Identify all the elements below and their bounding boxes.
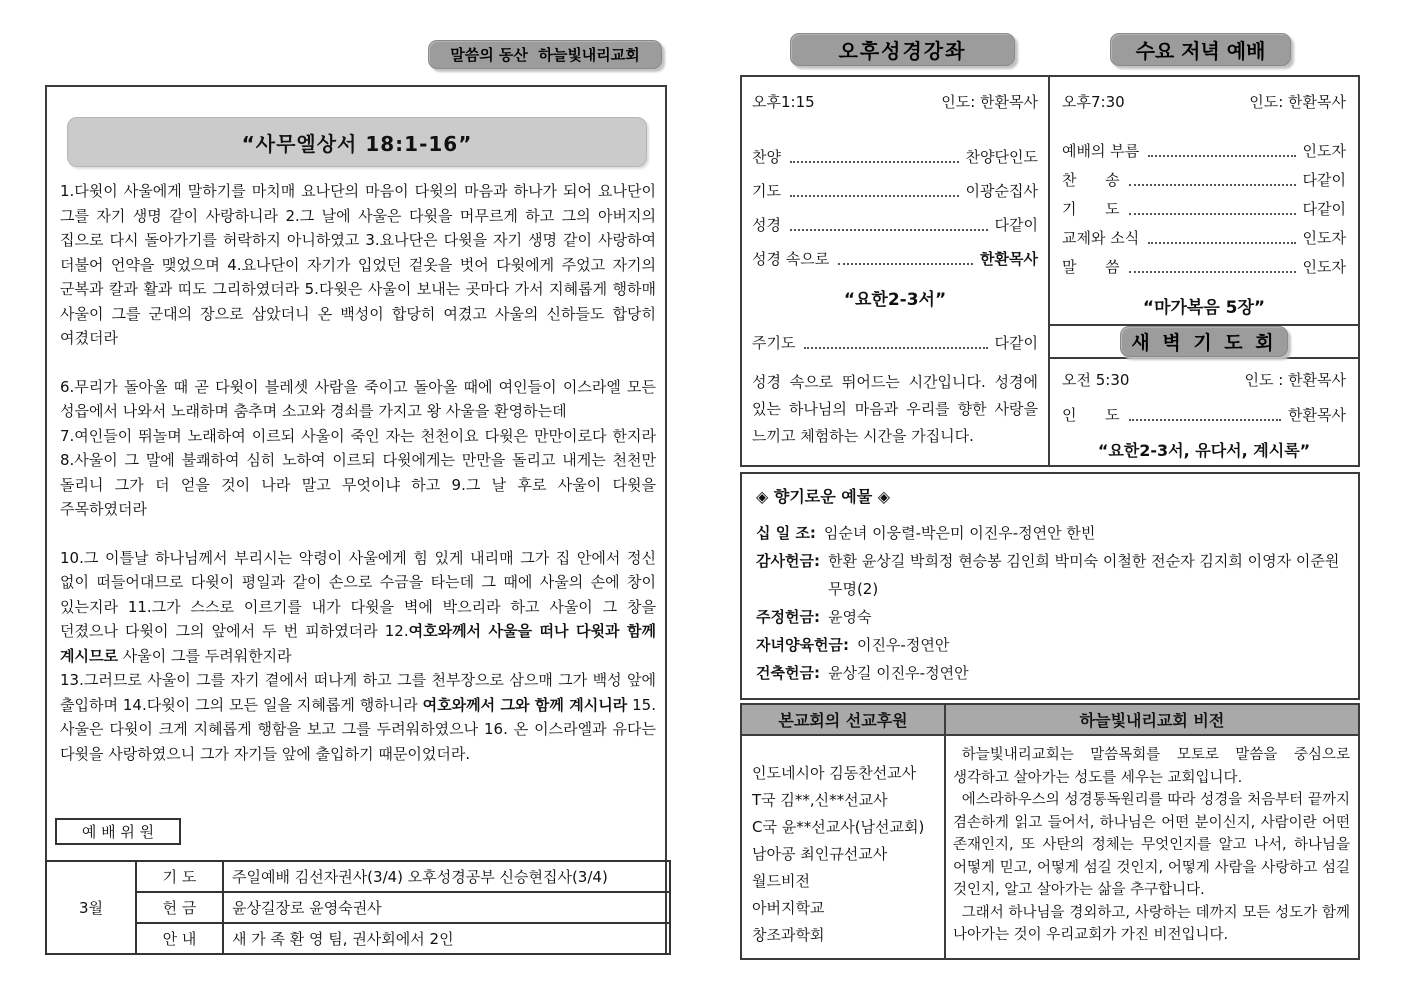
offering-row <box>756 519 1344 547</box>
dotted-leader <box>1148 242 1295 244</box>
wednesday-service-section <box>1050 77 1358 465</box>
committee-row-label: 안 내 <box>136 923 223 954</box>
offering-row <box>756 631 1344 659</box>
committee-row-value: 새 가 족 환 영 팀, 권사회에서 2인 <box>223 923 670 954</box>
wednesday-program <box>1050 77 1358 324</box>
offering-type-label: 건축헌금: <box>756 664 820 682</box>
time-leader-row <box>752 91 1038 112</box>
program-row <box>752 214 1038 235</box>
table-row <box>46 923 670 954</box>
committee-row-value: 주일예배 김선자권사(3/4) 오후성경공부 신승현집사(3/4) <box>223 861 670 892</box>
dotted-leader <box>1129 419 1281 421</box>
committee-row-value: 윤상길장로 윤영숙권사 <box>223 892 670 923</box>
offering-type-label: 십 일 조: <box>756 524 816 542</box>
committee-row-label: 기 도 <box>136 861 223 892</box>
worship-committee-table <box>45 860 671 955</box>
program-item-label: 주기도 <box>752 334 796 352</box>
service-leader: 인도: 한환목사 <box>941 93 1038 111</box>
mission-list: 인도네시아 김동찬선교사 T국 김**,신**선교사 C국 윤**선교사(남선교회) 남아공 최인규선교사 월드비전 아버지학교 창조과학회 <box>742 736 946 958</box>
dotted-leader <box>1148 155 1295 157</box>
service-time: 오전 5:30 <box>1062 371 1130 389</box>
program-rows <box>1062 140 1346 277</box>
table-row <box>46 892 670 923</box>
dotted-leader <box>1129 271 1296 273</box>
offering-row <box>756 547 1344 603</box>
program-item-label: 기도 <box>752 182 781 200</box>
offering-row <box>756 659 1344 687</box>
church-name-badge: 말씀의 동산 하늘빛내리교회 <box>428 40 662 69</box>
mission-header: 본교회의 선교후원 <box>742 705 946 736</box>
service-time: 오후7:30 <box>1062 93 1125 111</box>
program-item-value: 찬양단인도 <box>965 148 1038 166</box>
program-row <box>752 146 1038 167</box>
program-rows <box>1062 404 1346 425</box>
program-item-label: 말 씀 <box>1062 258 1120 276</box>
offering-names: 임순녀 이웅렬-박은미 이진우-정연안 한빈 <box>823 524 1096 542</box>
program-item-label: 인 도 <box>1062 406 1120 424</box>
program-item-value: 한환목사 <box>1288 406 1346 424</box>
program-row <box>1062 256 1346 277</box>
scripture-paragraph: 10.그 이틀날 하나님께서 부리시는 악령이 사울에게 힘 있게 내리매 그가 집 안에서 정신 없이 떠들어대므로 다윗이 평일과 같이 손으로 수금을 타는데 그 때에 사울의 손에 창이 있는지라 11.그가 스스로 이르기를 내가 다윗을 벽에 박으리라 하고 사울이 그 창을 던졌으나 다윗이 그의 앞에서 두 번 피하였더라 12.여호와께서 사울을 떠나 다윗과 함께 계시므로 사울이 그를 두려워한지라 <box>60 548 656 665</box>
program-item-label: 예배의 부름 <box>1062 142 1140 160</box>
program-item-value: 인도자 <box>1302 229 1346 247</box>
program-rows <box>752 146 1038 269</box>
offerings-title: ◈ 향기로운 예물 ◈ <box>756 487 891 506</box>
program-item-value: 인도자 <box>1302 258 1346 276</box>
program-row <box>752 332 1038 353</box>
program-row <box>752 248 1038 269</box>
program-item-label: 찬 송 <box>1062 171 1120 189</box>
mission-vision-section <box>740 703 1360 960</box>
scripture-text <box>60 179 656 766</box>
wednesday-service-badge: 수요 저녁 예배 <box>1110 33 1291 66</box>
program-item-label: 성경 속으로 <box>752 250 830 268</box>
dotted-leader <box>1129 213 1296 215</box>
program-row <box>1062 198 1346 219</box>
program-item-value: 다같이 <box>994 334 1038 352</box>
worship-committee-label: 예 배 위 원 <box>55 818 181 845</box>
service-leader: 인도: 한환목사 <box>1249 93 1346 111</box>
dotted-leader <box>804 347 987 349</box>
offering-names: 이진우-정연안 <box>856 636 950 654</box>
offering-row <box>756 603 1344 631</box>
dotted-leader <box>790 195 959 197</box>
scripture-paragraph: 6.무리가 돌아올 때 곧 다윗이 블레셋 사람을 죽이고 돌아올 때에 여인들이 이스라엘 모든 성읍에서 나와서 노래하며 춤추며 소고와 경쇠를 가지고 왕 사울을 환영하는데 <box>60 377 656 420</box>
scripture-paragraph: 7.여인들이 뛰놀며 노래하여 이르되 사울이 죽인 자는 천천이요 다윗은 만만이로다 한지라 8.사울이 그 말에 불쾌하여 심히 노하여 이르되 다윗에게는 만만을 돌리고 내게는 천천만 돌리니 그가 더 얻을 것이 나라 말고 무엇이냐 하고 9.그 날 후로 사울이 다윗을 주목하였더라 <box>60 426 656 518</box>
time-leader-row <box>1062 369 1346 390</box>
afternoon-bible-class-badge: 오후성경강좌 <box>790 33 1015 66</box>
dawn-prayer-section <box>1050 359 1358 465</box>
table-row <box>46 861 670 892</box>
offering-names: 윤상길 이진우-정연안 <box>827 664 969 682</box>
program-row <box>1062 227 1346 248</box>
program-item-value: 다같이 <box>994 216 1038 234</box>
program-item-label: 성경 <box>752 216 781 234</box>
program-row <box>752 180 1038 201</box>
service-program-box <box>740 75 1360 467</box>
program-row <box>1062 140 1346 161</box>
program-item-label: 기 도 <box>1062 200 1120 218</box>
committee-row-label: 헌 금 <box>136 892 223 923</box>
program-item-value: 인도자 <box>1302 142 1346 160</box>
dotted-leader <box>790 161 959 163</box>
program-item-label: 교제와 소식 <box>1062 229 1140 247</box>
vision-text: 하늘빛내리교회는 말씀목회를 모토로 말씀을 중심으로 생각하고 살아가는 성도를 세우는 교회입니다. 에스라하우스의 성경통독원리를 따라 성경을 처음부터 끝까지 겸손하게 읽고 들어서, 하나님은 어떤 분이신지, 사람이란 어떤 존재인지, 또 사탄의 정체는 무엇인지를 알고 나서, 하나님을 어떻게 믿고, 어떻게 섬길 것인지, 어떻게 사람을 사랑하고 섬길 것인지, 알고 살아가는 삶을 추구합니다. 그래서 하나님을 경외하고, 사랑하는 데까지 모든 성도가 함께 나아가는 것이 우리교회가 가진 비전입니다. <box>953 747 1350 943</box>
dotted-leader <box>838 263 973 265</box>
service-time: 오후1:15 <box>752 93 815 111</box>
afternoon-bible-class-section <box>742 77 1050 465</box>
program-row <box>1062 404 1346 425</box>
dotted-leader <box>1129 184 1296 186</box>
offering-type-label: 감사헌금: <box>756 552 820 570</box>
program-item-value: 이광순집사 <box>965 182 1038 200</box>
program-item-value: 다같이 <box>1302 171 1346 189</box>
afternoon-passage: “요한2-3서” <box>843 290 947 310</box>
program-item-value: 한환목사 <box>980 250 1038 268</box>
scripture-paragraph: 1.다윗이 사울에게 말하기를 마치매 요나단의 마음이 다윗의 마음과 하나가 되어 요나단이 그를 자기 생명 같이 사랑하니라 2.그 날에 사울은 다윗을 머무르게 하고 그의 아버지의 집으로 다시 돌아가기를 허락하지 아니하였고 3.요나단은 다윗을 자기 생명 같이 사랑하여 더불어 언약을 맺었으며 4.요나단이 자기가 입었던 겉옷을 벗어 다윗에게 주었고 자기의 군복과 칼과 활과 띠도 그리하였더라 5.다윗은 사울이 보내는 곳마다 가서 지혜롭게 행하매 사울이 그를 군대의 장으로 삼았더니 온 백성이 합당히 여겼고 사울의 신하들도 합당히 여겼더라 <box>60 182 656 347</box>
service-leader: 인도 : 한환목사 <box>1244 371 1346 389</box>
class-description: 성경 속으로 뛰어드는 시간입니다. 성경에 있는 하나님의 마음과 우리를 향한 사랑을 느끼고 체험하는 시간을 가집니다. <box>752 373 1038 445</box>
dawn-prayer-badge: 새 벽 기 도 회 <box>1120 326 1288 357</box>
offerings-section <box>740 472 1360 700</box>
offering-type-label: 주정헌금: <box>756 608 820 626</box>
dotted-leader <box>790 229 988 231</box>
time-leader-row <box>1062 91 1346 112</box>
scripture-paragraph: 13.그러므로 사울이 그를 자기 곁에서 떠나게 하고 그를 천부장으로 삼으매 그가 백성 앞에 출입하며 14.다윗이 그의 모든 일을 지혜롭게 행하니라 여호와께서 그와 함께 계시니라 15.사울은 다윗이 크게 지혜롭게 행함을 보고 그를 두려워하였으나 16. 온 이스라엘과 유다는 다윗을 사랑하였으니 그가 자기들 앞에 출입하기 때문이었더라. <box>60 671 656 763</box>
program-item-label: 찬양 <box>752 148 781 166</box>
offering-names: 한환 윤상길 박희정 현승봉 김인희 박미숙 이철한 전순자 김지희 이영자 이준원 무명(2) <box>827 552 1340 598</box>
wednesday-passage: “마가복음 5장” <box>1142 298 1266 318</box>
bulletin-left-page <box>45 85 667 955</box>
offering-type-label: 자녀양육헌금: <box>756 636 849 654</box>
dawn-prayer-header-row <box>1050 324 1358 359</box>
program-row <box>1062 169 1346 190</box>
committee-month: 3월 <box>46 861 136 954</box>
dawn-passage: “요한2-3서, 유다서, 계시록” <box>1097 441 1311 460</box>
offering-names: 윤영숙 <box>827 608 872 626</box>
program-item-value: 다같이 <box>1302 200 1346 218</box>
vision-header: 하늘빛내리교회 비전 <box>946 705 1358 736</box>
scripture-title: “사무엘상서 18:1-16” <box>67 117 647 167</box>
